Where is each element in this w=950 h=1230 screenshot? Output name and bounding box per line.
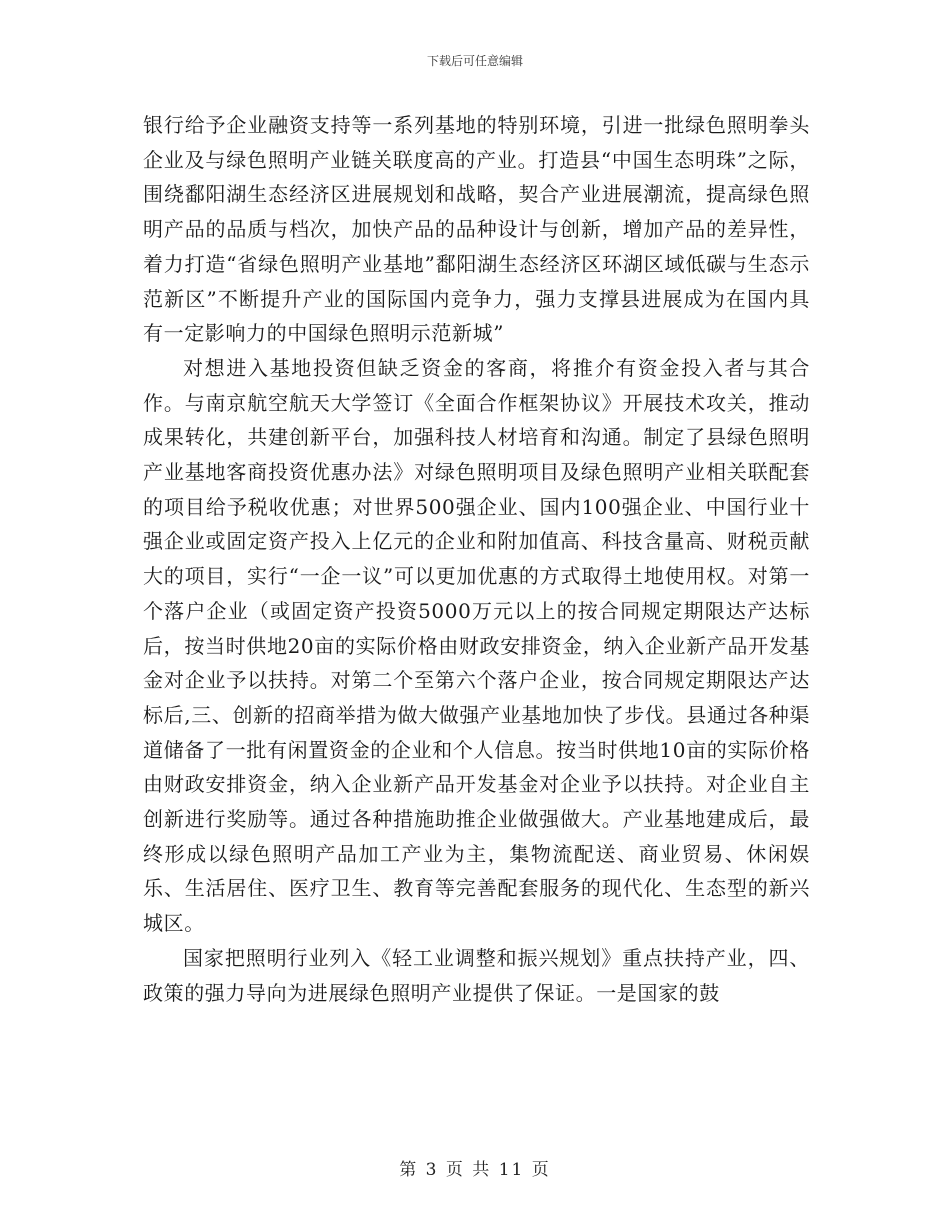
paragraph-2: 对想进入基地投资但缺乏资金的客商，将推介有资金投入者与其合作。与南京航空航天大学签订《全面合作框架协议》开展技术攻关，推动成果转化，共建创新平台，加强科技人材培育和沟通。制定了县绿色照明产业基地客商投资优惠办法》对绿色照明项目及绿色照明产业相关联配套的项目给予税收优惠；对世界500强企业、国内100强企业、中国行业十强企业或固定资产投入上亿元的企业和附加值高、科技含量高、财税贡献大的项目，实行“一企一议”可以更加优惠的方式取得土地使用权。对第一个落户企业（或固定资产投资5000万元以上的按合同规定期限达产达标后，按当时供地20亩的实际价格由财政安排资金，纳入企业新产品开发基金对企业予以扶持。对第二个至第六个落户企业，按合同规定期限达产达标后,三、创新的招商举措为做大做强产业基地加快了步伐。县通过各种渠道储备了一批有闲置资金的企业和个人信息。按当时供地10亩的实际价格由财政安排资金，纳入企业新产品开发基金对企业予以扶持。对企业自主创新进行奖励等。通过各种措施助推企业做强做大。产业基地建成后，最终形成以绿色照明产品加工产业为主，集物流配送、商业贸易、休闲娱乐、生活居住、医疗卫生、教育等完善配套服务的现代化、生态型的新兴城区。 (143, 355, 810, 936)
document-body (143, 108, 810, 1010)
paragraph-1: 银行给予企业融资支持等一系列基地的特别环境，引进一批绿色照明拳头企业及与绿色照明产业链关联度高的产业。打造县“中国生态明珠”之际，围绕鄱阳湖生态经济区进展规划和战略，契合产业进展潮流，提高绿色照明产品的品质与档次，加快产品的品种设计与创新，增加产品的差异性，着力打造“省绿色照明产业基地”鄱阳湖生态经济区环湖区域低碳与生态示范新区”不断提升产业的国际国内竞争力，强力支撑县进展成为在国内具有一定影响力的中国绿色照明示范新城” (143, 113, 810, 346)
page-number: 第 3 页 共 11 页 (399, 1160, 551, 1180)
page-header-note: 下载后可任意编辑 (426, 54, 523, 68)
paragraph-3: 国家把照明行业列入《轻工业调整和振兴规划》重点扶持产业，四、政策的强力导向为进展绿色照明产业提供了保证。一是国家的鼓 (143, 945, 810, 1005)
